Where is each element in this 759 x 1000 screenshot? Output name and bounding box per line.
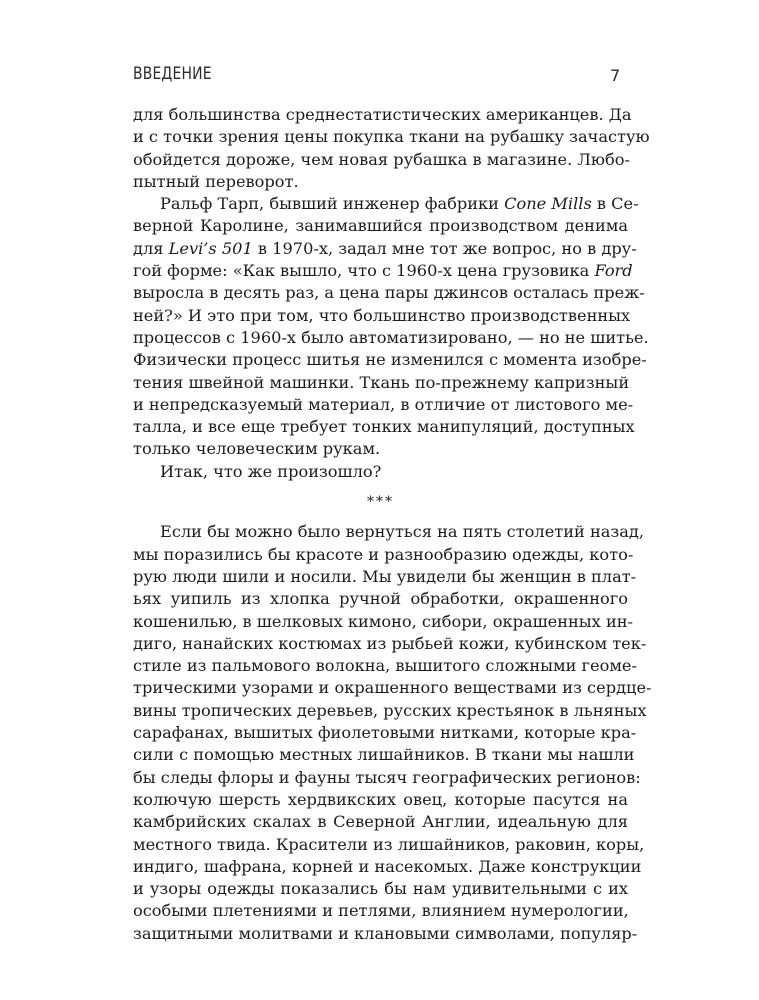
text-line: вины тропических деревьев, русских крестьянок в льняных [133, 700, 647, 720]
running-head: ВВЕДЕНИЕ [133, 64, 212, 84]
italic-text: Levi’s 501 [168, 238, 253, 258]
text-line [133, 260, 633, 282]
text-line: индиго, шафрана, корней и насекомых. Даже конструкции [133, 856, 642, 876]
text-line: Физически процесс шитья не изменился с момента изобре- [133, 350, 647, 370]
text-run: в 1970-х, задал мне тот же вопрос, но в дру- [252, 238, 637, 258]
text-line: обойдется дороже, чем новая рубашка в магазине. Любо- [133, 149, 630, 169]
text-line: ней?» И это при том, что большинство производственных [133, 305, 631, 325]
text-line: Итак, что же произошло? [160, 461, 382, 481]
text-line: для большинства среднестатистических американцев. Да [133, 105, 632, 124]
italic-text: Ford [594, 261, 633, 281]
text-line: сарафанах, вышитых фиолетовыми нитками, которые кра- [133, 723, 637, 743]
text-line: защитными молитвами и клановыми символами, популяр- [133, 923, 638, 943]
text-line: колючую шерсть хердвикских овец, которые пасутся на [133, 789, 628, 809]
text-run: в Се- [591, 194, 639, 214]
text-line: рую люди шили и носили. Мы увидели бы женщин в плат- [133, 566, 637, 586]
section-separator: *** [367, 494, 394, 511]
text-line: местного твида. Красители из лишайников, раковин, коры, [133, 834, 645, 854]
text-run: гой форме: «Как вышло, что с 1960-х цена грузовика [133, 261, 595, 281]
text-line: верной Каролине, занимавшийся производством денима [133, 216, 628, 236]
text-line: стиле из пальмового волокна, вышитого сложными геоме- [133, 656, 637, 676]
text-line: особыми плетениями и петлями, влиянием нумерологии, [133, 901, 629, 921]
text-line: и непредсказуемый материал, в отличие от листового ме- [133, 394, 634, 414]
text-line: только человеческим рукам. [133, 439, 381, 459]
text-line: Если бы можно было вернуться на пять столетий назад, [160, 522, 644, 542]
text-line [133, 238, 637, 260]
text-line [133, 193, 639, 215]
text-line: пытный переворот. [133, 171, 299, 191]
page-number: 7 [610, 66, 621, 85]
body-text [133, 104, 652, 945]
text-line: бы следы флоры и фауны тысяч географических регионов: [133, 767, 641, 787]
text-line: тения швейной машинки. Ткань по-прежнему капризный [133, 372, 630, 392]
text-run: Ральф Тарп, бывший инженер фабрики [160, 194, 505, 214]
text-line: сили с помощью местных лишайников. В ткани мы нашли [133, 745, 635, 765]
text-line: выросла в десять раз, а цена пары джинсов осталась преж- [133, 283, 645, 303]
text-line: процессов с 1960-х было автоматизировано, — но не шитье. [133, 327, 649, 347]
text-line: диго, нанайских костюмах из рыбьей кожи, кубинском тек- [133, 633, 647, 653]
text-line: мы поразились бы красоте и разнообразию одежды, кото- [133, 544, 634, 564]
text-run: для [133, 238, 169, 258]
text-line: кошенилью, в шелковых кимоно, сибори, окрашенных ин- [133, 611, 634, 631]
text-line: трическими узорами и окрашенного веществами из сердце- [133, 678, 652, 698]
text-line: и с точки зрения цены покупка ткани на рубашку зачастую [133, 127, 650, 147]
text-line: ьях уипиль из хлопка ручной обработки, окрашенного [133, 589, 628, 609]
italic-text: Cone Mills [504, 194, 592, 214]
text-line: и узоры одежды показались бы нам удивительными с их [133, 879, 628, 899]
text-line: талла, и все еще требует тонких манипуляций, доступных [133, 417, 635, 437]
text-line: камбрийских скалах в Северной Англии, идеальную для [133, 812, 628, 832]
